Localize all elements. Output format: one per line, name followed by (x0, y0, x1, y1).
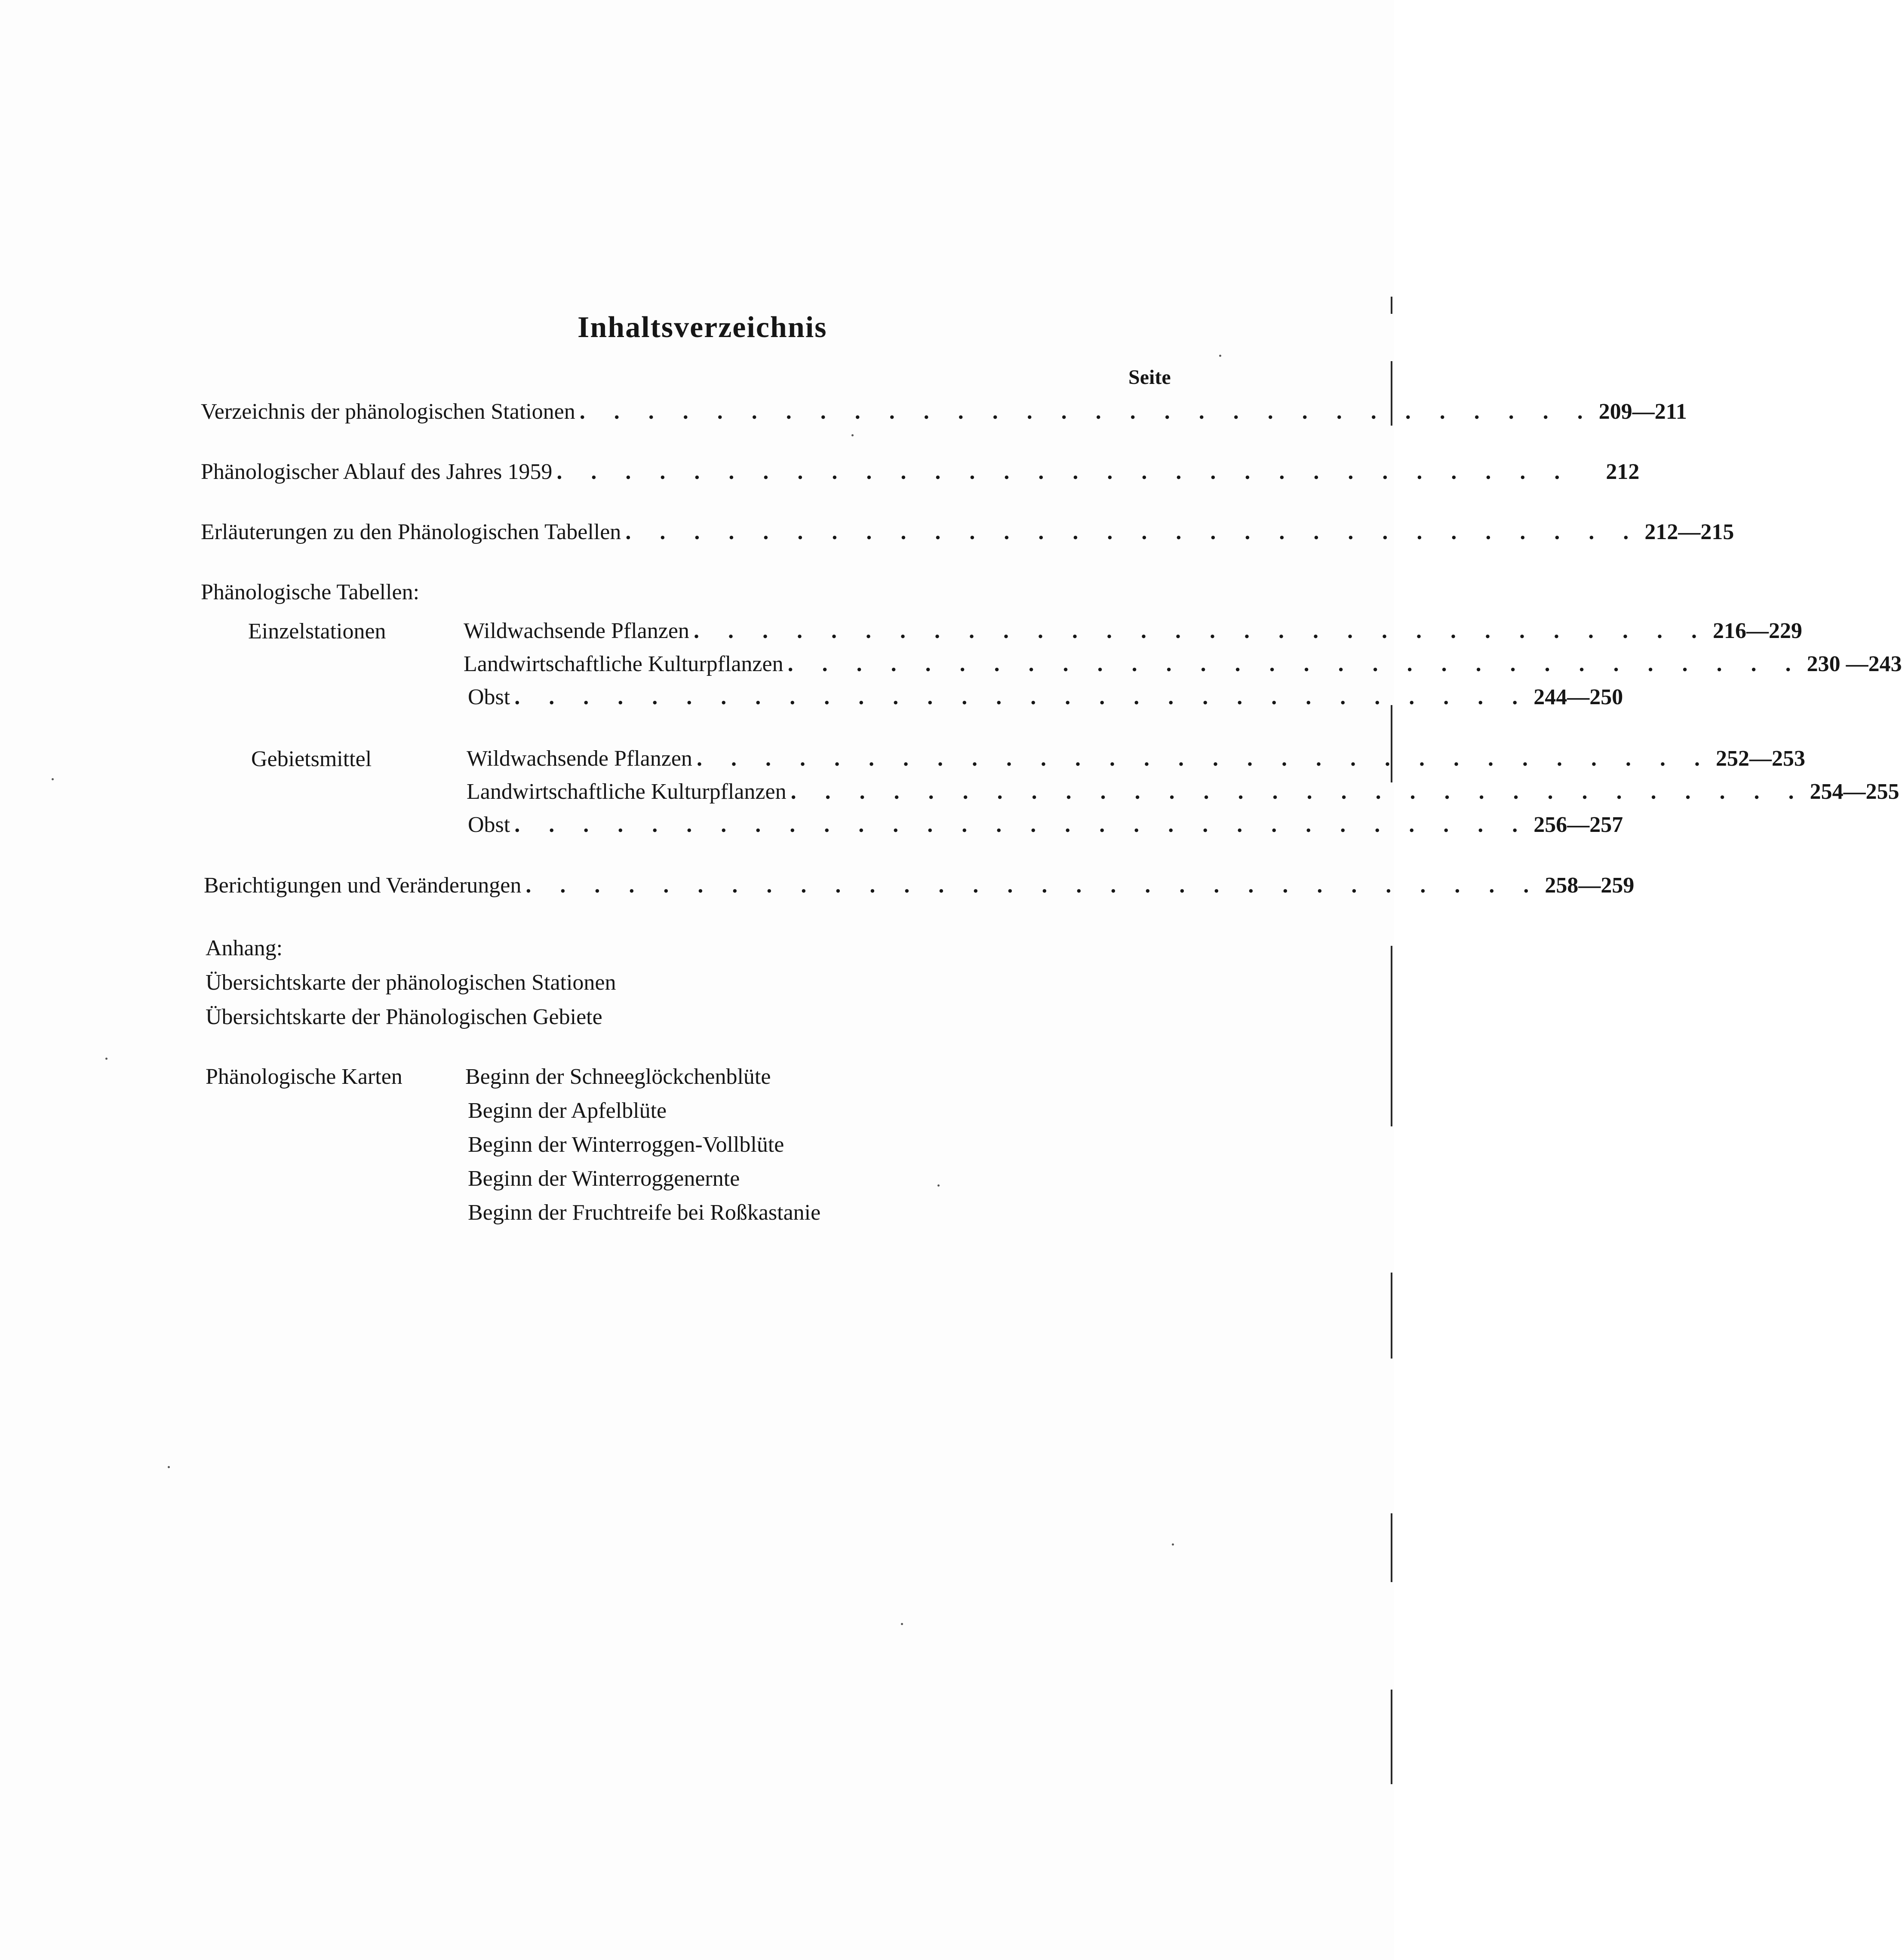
toc-subentry (467, 746, 1805, 773)
toc-subentry (468, 812, 1623, 839)
appendix-item: Übersichtskarte der Phänologischen Gebiete (206, 1005, 602, 1029)
toc-entry-pages: 252—253 (1715, 746, 1805, 771)
scan-edge-line (1391, 946, 1392, 1126)
scan-speck (901, 1623, 903, 1625)
toc-subentry (464, 651, 1902, 678)
toc-entry-pages: 244—250 (1533, 685, 1623, 709)
leader-dots: . . . . . . . . . . . . . . . . . . . . . . . . . . . . . . (790, 779, 1806, 804)
toc-entry-label: Landwirtschaftliche Kulturpflanzen (464, 652, 784, 676)
toc-entry-pages: 256—257 (1533, 813, 1623, 837)
section-heading: Phänologische Tabellen: (201, 580, 420, 604)
toc-entry-label: Berichtigungen und Veränderungen (204, 873, 522, 898)
scan-speck (851, 434, 854, 436)
scan-speck (52, 778, 54, 780)
map-item: Beginn der Winterroggenernte (468, 1166, 740, 1191)
group-label: Einzelstationen (248, 619, 386, 644)
leader-dots: . . . . . . . . . . . . . . . . . . . . . . . . . . . . . . (579, 399, 1595, 424)
group-label: Phänologische Karten (206, 1064, 403, 1089)
scan-speck (937, 1184, 940, 1187)
leader-dots: . . . . . . . . . . . . . . . . . . . . . . . . . . . . . . (625, 520, 1641, 544)
toc-entry-pages: 258—259 (1545, 873, 1635, 898)
toc-entry-label: Landwirtschaftliche Kulturpflanzen (467, 779, 787, 804)
toc-entry-label: Verzeichnis der phänologischen Stationen (201, 399, 575, 424)
toc-subentry (467, 779, 1899, 806)
toc-entry-label: Phänologischer Ablauf des Jahres 1959 (201, 460, 553, 484)
toc-entry-pages: 212—215 (1644, 520, 1734, 544)
scan-edge-line (1391, 1273, 1392, 1359)
leader-dots: . . . . . . . . . . . . . . . . . . . . . . . . . . . . . . (556, 460, 1572, 484)
toc-entry (201, 519, 1734, 546)
toc-entry-label: Obst (468, 685, 510, 709)
leader-dots: . . . . . . . . . . . . . . . . . . . . . . . . . . . . . . (696, 746, 1711, 771)
section-heading: Anhang: (206, 936, 283, 960)
scan-speck (1219, 355, 1221, 357)
toc-entry-pages: 209—211 (1598, 399, 1687, 424)
scan-speck (168, 1466, 170, 1468)
leader-dots: . . . . . . . . . . . . . . . . . . . . . . . . . . . . . . (525, 873, 1541, 898)
appendix-item: Übersichtskarte der phänologischen Stationen (206, 970, 616, 995)
group-label: Gebietsmittel (251, 747, 372, 771)
toc-entry-label: Obst (468, 813, 510, 837)
leader-dots: . . . . . . . . . . . . . . . . . . . . . . . . . . . . . . (514, 685, 1530, 709)
map-item: Beginn der Apfelblüte (468, 1098, 667, 1123)
scan-edge-line (1391, 297, 1392, 314)
toc-subentry (468, 684, 1623, 711)
toc-entry-label: Wildwachsende Pflanzen (464, 619, 689, 643)
scan-edge-line (1391, 1690, 1392, 1784)
toc-entry (201, 399, 1687, 426)
scan-speck (105, 1058, 108, 1060)
toc-entry (201, 459, 1640, 486)
toc-entry-pages: 212 (1606, 460, 1640, 484)
scan-speck (1172, 1543, 1174, 1546)
leader-dots: . . . . . . . . . . . . . . . . . . . . . . . . . . . . . . (693, 619, 1708, 643)
leader-dots: . . . . . . . . . . . . . . . . . . . . . . . . . . . . . . (514, 813, 1530, 837)
page-column-heading: Seite (1128, 366, 1171, 389)
toc-entry-pages: 230 —243 (1807, 652, 1902, 676)
toc-entry-pages: 216—229 (1712, 619, 1802, 643)
map-item: Beginn der Schneeglöckchenblüte (465, 1064, 771, 1089)
map-item: Beginn der Fruchtreife bei Roßkastanie (468, 1200, 821, 1225)
page-title: Inhaltsverzeichnis (578, 311, 827, 344)
toc-entry (204, 873, 1635, 899)
scan-edge-line (1391, 1513, 1392, 1582)
toc-subentry (464, 618, 1802, 645)
toc-entry-label: Erläuterungen zu den Phänologischen Tabellen (201, 520, 621, 544)
toc-entry-label: Wildwachsende Pflanzen (467, 746, 692, 771)
toc-entry-pages: 254—255 (1810, 779, 1899, 804)
map-item: Beginn der Winterroggen-Vollblüte (468, 1132, 784, 1157)
leader-dots: . . . . . . . . . . . . . . . . . . . . . . . . . . . . . . (787, 652, 1803, 676)
